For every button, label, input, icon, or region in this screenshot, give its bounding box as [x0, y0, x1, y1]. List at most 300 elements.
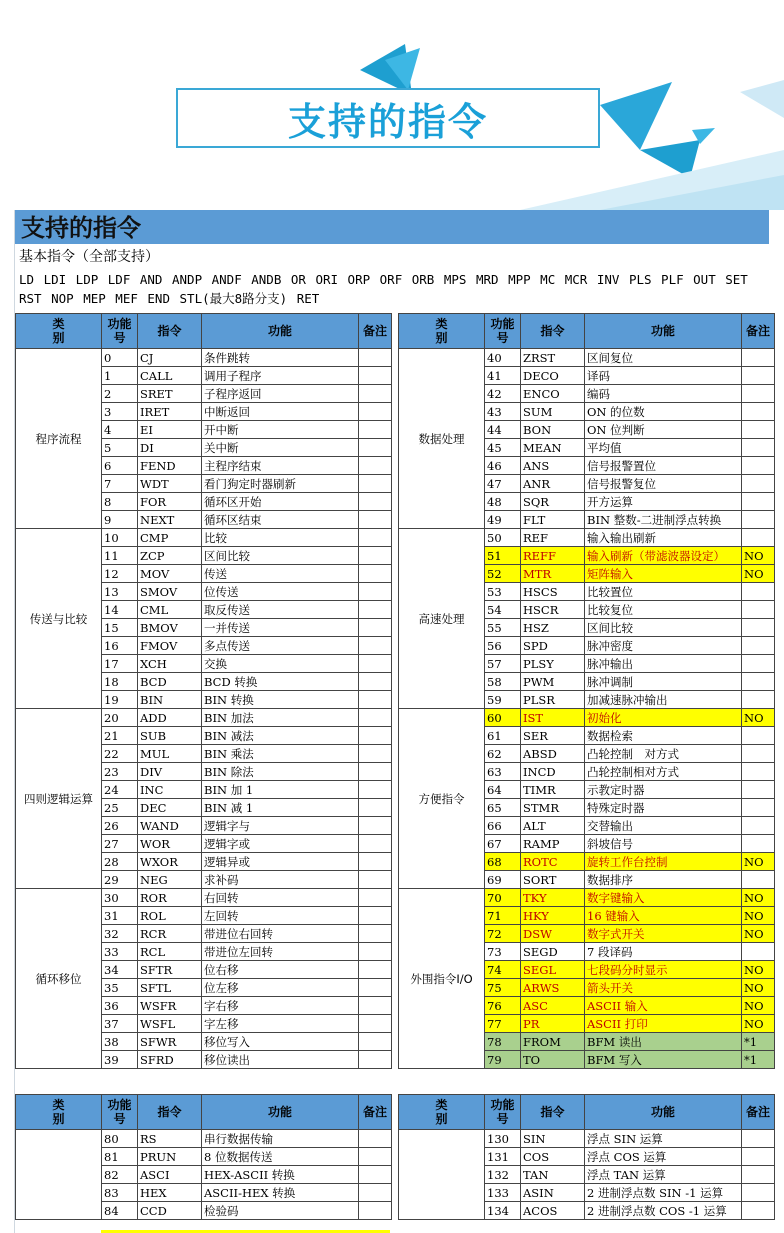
note: [359, 493, 392, 511]
function-description: 条件跳转: [202, 349, 359, 367]
instruction-name: ASIN: [521, 1184, 585, 1202]
instruction-name: HKY: [521, 907, 585, 925]
note: [359, 403, 392, 421]
note: [359, 547, 392, 565]
function-description: ASCII 输入: [585, 997, 742, 1015]
instruction-name: DSW: [521, 925, 585, 943]
table-row: [16, 1130, 392, 1148]
note: [742, 367, 775, 385]
note: [359, 979, 392, 997]
instruction-name: ROR: [138, 889, 202, 907]
function-description: 移位写入: [202, 1033, 359, 1051]
note: [359, 511, 392, 529]
function-number: 82: [102, 1166, 138, 1184]
instruction-name: ARWS: [521, 979, 585, 997]
instruction-name: SFTR: [138, 961, 202, 979]
instruction-name: REFF: [521, 547, 585, 565]
function-number: 15: [102, 619, 138, 637]
function-description: 逻辑字与: [202, 817, 359, 835]
header-cat: 类 别: [399, 1095, 485, 1130]
instruction-name: CML: [138, 601, 202, 619]
function-description: BFM 读出: [585, 1033, 742, 1051]
category-cell: 四则逻辑运算: [16, 709, 102, 889]
table-row: [399, 529, 775, 547]
function-description: 输入刷新（带滤波器设定）: [585, 547, 742, 565]
instruction-name: SFWR: [138, 1033, 202, 1051]
function-number: 42: [485, 385, 521, 403]
function-description: ON 位判断: [585, 421, 742, 439]
note: [742, 421, 775, 439]
instruction-table: [15, 1094, 392, 1220]
table-row: [16, 529, 392, 547]
instruction-name: SER: [521, 727, 585, 745]
function-number: 31: [102, 907, 138, 925]
header-fn: 功能: [585, 1095, 742, 1130]
instruction-name: PR: [521, 1015, 585, 1033]
instruction-table: [15, 313, 392, 1069]
function-number: 76: [485, 997, 521, 1015]
note: [359, 727, 392, 745]
function-description: 7 段译码: [585, 943, 742, 961]
note: [742, 403, 775, 421]
function-number: 71: [485, 907, 521, 925]
function-number: 50: [485, 529, 521, 547]
function-number: 83: [102, 1184, 138, 1202]
function-number: 54: [485, 601, 521, 619]
function-description: 主程序结束: [202, 457, 359, 475]
function-description: 逻辑异或: [202, 853, 359, 871]
header-note: 备注: [742, 314, 775, 349]
function-number: 78: [485, 1033, 521, 1051]
instruction-name: ADD: [138, 709, 202, 727]
function-number: 28: [102, 853, 138, 871]
function-description: 数据排序: [585, 871, 742, 889]
note: [359, 601, 392, 619]
instruction-name: SFTL: [138, 979, 202, 997]
instruction-name: COS: [521, 1148, 585, 1166]
function-number: 24: [102, 781, 138, 799]
instruction-name: SEGD: [521, 943, 585, 961]
function-number: 45: [485, 439, 521, 457]
note: [359, 565, 392, 583]
note: [359, 1130, 392, 1148]
function-number: 22: [102, 745, 138, 763]
note: [742, 691, 775, 709]
function-description: 斜坡信号: [585, 835, 742, 853]
instruction-name: SORT: [521, 871, 585, 889]
function-description: 逻辑字或: [202, 835, 359, 853]
banner: [0, 0, 784, 210]
note: [359, 907, 392, 925]
instruction-name: NEG: [138, 871, 202, 889]
instruction-name: DEC: [138, 799, 202, 817]
note: [742, 745, 775, 763]
function-number: 13: [102, 583, 138, 601]
function-description: 右回转: [202, 889, 359, 907]
function-description: 子程序返回: [202, 385, 359, 403]
function-description: BIN 加法: [202, 709, 359, 727]
function-description: 求补码: [202, 871, 359, 889]
function-number: 25: [102, 799, 138, 817]
note: [359, 421, 392, 439]
header-cat: 类 别: [399, 314, 485, 349]
function-number: 37: [102, 1015, 138, 1033]
note: *1: [742, 1033, 775, 1051]
function-number: 34: [102, 961, 138, 979]
function-number: 30: [102, 889, 138, 907]
category-cell: [399, 1130, 485, 1220]
instruction-name: SRET: [138, 385, 202, 403]
instruction-name: ROL: [138, 907, 202, 925]
note: NO: [742, 565, 775, 583]
instruction-name: TIMR: [521, 781, 585, 799]
instruction-name: TKY: [521, 889, 585, 907]
function-description: BCD 转换: [202, 673, 359, 691]
note: [742, 457, 775, 475]
header-cmd: 指令: [138, 1095, 202, 1130]
note: [359, 799, 392, 817]
function-number: 60: [485, 709, 521, 727]
function-number: 20: [102, 709, 138, 727]
function-number: 52: [485, 565, 521, 583]
note: [359, 529, 392, 547]
function-number: 9: [102, 511, 138, 529]
function-description: 译码: [585, 367, 742, 385]
note: NO: [742, 979, 775, 997]
header-num: 功能 号: [102, 314, 138, 349]
banner-title: 支持的指令: [287, 99, 488, 144]
function-number: 67: [485, 835, 521, 853]
note: [742, 529, 775, 547]
instruction-name: IST: [521, 709, 585, 727]
note: [359, 961, 392, 979]
instruction-name: ZCP: [138, 547, 202, 565]
sheet-subtitle: 基本指令（全部支持）: [19, 249, 159, 265]
function-description: 中断返回: [202, 403, 359, 421]
note: [742, 475, 775, 493]
function-description: 串行数据传输: [202, 1130, 359, 1148]
note: [359, 1051, 392, 1069]
function-number: 36: [102, 997, 138, 1015]
instruction-name: BMOV: [138, 619, 202, 637]
function-number: 39: [102, 1051, 138, 1069]
instruction-name: NEXT: [138, 511, 202, 529]
function-number: 41: [485, 367, 521, 385]
function-description: 循环区结束: [202, 511, 359, 529]
function-number: 0: [102, 349, 138, 367]
note: NO: [742, 709, 775, 727]
function-description: 区间比较: [585, 619, 742, 637]
note: NO: [742, 961, 775, 979]
function-number: 72: [485, 925, 521, 943]
instruction-name: RCL: [138, 943, 202, 961]
instruction-name: RCR: [138, 925, 202, 943]
function-number: 16: [102, 637, 138, 655]
instruction-name: ASC: [521, 997, 585, 1015]
note: [742, 439, 775, 457]
header-cmd: 指令: [521, 1095, 585, 1130]
table-row: [16, 349, 392, 367]
function-description: 脉冲调制: [585, 673, 742, 691]
function-description: 脉冲输出: [585, 655, 742, 673]
instruction-name: FOR: [138, 493, 202, 511]
instruction-name: WOR: [138, 835, 202, 853]
note: [359, 763, 392, 781]
function-number: 64: [485, 781, 521, 799]
function-description: 区间复位: [585, 349, 742, 367]
instruction-name: IRET: [138, 403, 202, 421]
instruction-name: ANR: [521, 475, 585, 493]
function-description: HEX-ASCII 转换: [202, 1166, 359, 1184]
function-description: 数字式开关: [585, 925, 742, 943]
function-number: 33: [102, 943, 138, 961]
function-number: 63: [485, 763, 521, 781]
instruction-name: INC: [138, 781, 202, 799]
instruction-name: EI: [138, 421, 202, 439]
function-number: 3: [102, 403, 138, 421]
function-description: 关中断: [202, 439, 359, 457]
function-number: 17: [102, 655, 138, 673]
function-description: BIN 加 1: [202, 781, 359, 799]
note: [359, 367, 392, 385]
function-description: 区间比较: [202, 547, 359, 565]
function-number: 6: [102, 457, 138, 475]
function-description: 2 进制浮点数 COS -1 运算: [585, 1202, 742, 1220]
instruction-name: STMR: [521, 799, 585, 817]
function-number: 10: [102, 529, 138, 547]
table-row: [16, 709, 392, 727]
note: [742, 1202, 775, 1220]
note: [742, 583, 775, 601]
note: [742, 835, 775, 853]
instruction-name: ANS: [521, 457, 585, 475]
function-number: 47: [485, 475, 521, 493]
function-number: 44: [485, 421, 521, 439]
instruction-name: HSZ: [521, 619, 585, 637]
function-number: 69: [485, 871, 521, 889]
instruction-name: DI: [138, 439, 202, 457]
header-fn: 功能: [585, 314, 742, 349]
note: [742, 385, 775, 403]
function-number: 84: [102, 1202, 138, 1220]
note: NO: [742, 853, 775, 871]
function-description: 箭头开关: [585, 979, 742, 997]
function-number: 61: [485, 727, 521, 745]
function-description: 一并传送: [202, 619, 359, 637]
function-description: 字右移: [202, 997, 359, 1015]
function-number: 73: [485, 943, 521, 961]
note: [742, 493, 775, 511]
instruction-name: SEGL: [521, 961, 585, 979]
instruction-name: MTR: [521, 565, 585, 583]
instruction-name: MOV: [138, 565, 202, 583]
instruction-name: ACOS: [521, 1202, 585, 1220]
instruction-name: WXOR: [138, 853, 202, 871]
instruction-name: MUL: [138, 745, 202, 763]
instruction-name: SMOV: [138, 583, 202, 601]
instruction-name: HSCR: [521, 601, 585, 619]
instruction-name: TAN: [521, 1166, 585, 1184]
note: [359, 817, 392, 835]
function-number: 23: [102, 763, 138, 781]
note: [359, 1033, 392, 1051]
table-row: [16, 889, 392, 907]
note: NO: [742, 925, 775, 943]
category-cell: [16, 1130, 102, 1220]
function-description: 初始化: [585, 709, 742, 727]
instruction-name: BIN: [138, 691, 202, 709]
function-number: 65: [485, 799, 521, 817]
instruction-name: FMOV: [138, 637, 202, 655]
note: [359, 1202, 392, 1220]
note: [359, 637, 392, 655]
sheet-title: 支持的指令: [15, 210, 769, 244]
function-description: 浮点 TAN 运算: [585, 1166, 742, 1184]
note: [742, 349, 775, 367]
function-number: 12: [102, 565, 138, 583]
note: [359, 1166, 392, 1184]
instruction-name: PLSY: [521, 655, 585, 673]
function-number: 49: [485, 511, 521, 529]
instruction-name: RAMP: [521, 835, 585, 853]
note: *1: [742, 1051, 775, 1069]
instruction-name: WSFL: [138, 1015, 202, 1033]
function-description: 位传送: [202, 583, 359, 601]
function-number: 43: [485, 403, 521, 421]
instruction-name: PRUN: [138, 1148, 202, 1166]
banner-title-box: [176, 88, 600, 148]
function-number: 18: [102, 673, 138, 691]
function-number: 38: [102, 1033, 138, 1051]
instruction-name: CJ: [138, 349, 202, 367]
function-number: 132: [485, 1166, 521, 1184]
function-number: 48: [485, 493, 521, 511]
function-description: 开方运算: [585, 493, 742, 511]
function-number: 75: [485, 979, 521, 997]
function-description: 位左移: [202, 979, 359, 997]
note: [742, 763, 775, 781]
function-number: 53: [485, 583, 521, 601]
note: [359, 691, 392, 709]
function-number: 14: [102, 601, 138, 619]
function-description: ASCII-HEX 转换: [202, 1184, 359, 1202]
function-description: 信号报警置位: [585, 457, 742, 475]
function-description: 比较复位: [585, 601, 742, 619]
instruction-name: FEND: [138, 457, 202, 475]
function-description: 信号报警复位: [585, 475, 742, 493]
note: [742, 817, 775, 835]
note: [742, 619, 775, 637]
function-number: 7: [102, 475, 138, 493]
function-description: 检验码: [202, 1202, 359, 1220]
table-row: [399, 349, 775, 367]
note: [359, 1184, 392, 1202]
function-number: 62: [485, 745, 521, 763]
function-number: 56: [485, 637, 521, 655]
instruction-name: SPD: [521, 637, 585, 655]
function-description: 输入输出刷新: [585, 529, 742, 547]
note: [359, 871, 392, 889]
note: [359, 853, 392, 871]
instruction-table: [398, 1094, 775, 1220]
table-row: [399, 1130, 775, 1148]
function-description: 浮点 COS 运算: [585, 1148, 742, 1166]
function-number: 55: [485, 619, 521, 637]
note: [359, 1148, 392, 1166]
note: [742, 727, 775, 745]
instruction-name: MEAN: [521, 439, 585, 457]
function-description: BIN 转换: [202, 691, 359, 709]
category-cell: 循环移位: [16, 889, 102, 1069]
function-number: 130: [485, 1130, 521, 1148]
category-cell: 外围指令I/O: [399, 889, 485, 1069]
note: [359, 1015, 392, 1033]
note: [359, 655, 392, 673]
instruction-name: INCD: [521, 763, 585, 781]
function-description: 比较: [202, 529, 359, 547]
function-description: 凸轮控制 对方式: [585, 745, 742, 763]
function-number: 2: [102, 385, 138, 403]
function-number: 4: [102, 421, 138, 439]
instruction-name: ASCI: [138, 1166, 202, 1184]
function-description: 带进位右回转: [202, 925, 359, 943]
function-number: 29: [102, 871, 138, 889]
function-description: 浮点 SIN 运算: [585, 1130, 742, 1148]
category-cell: 程序流程: [16, 349, 102, 529]
note: [359, 439, 392, 457]
note: [359, 583, 392, 601]
note: NO: [742, 907, 775, 925]
instruction-table: [398, 313, 775, 1069]
function-description: 加减速脉冲输出: [585, 691, 742, 709]
note: NO: [742, 547, 775, 565]
instruction-name: FLT: [521, 511, 585, 529]
function-description: 交替输出: [585, 817, 742, 835]
function-description: 数据检索: [585, 727, 742, 745]
function-description: 传送: [202, 565, 359, 583]
instruction-name: ALT: [521, 817, 585, 835]
table-row: [399, 889, 775, 907]
function-number: 32: [102, 925, 138, 943]
table-row: [399, 709, 775, 727]
function-description: 旋转工作台控制: [585, 853, 742, 871]
note: [742, 1184, 775, 1202]
instruction-name: ABSD: [521, 745, 585, 763]
table-header-row: [399, 314, 775, 349]
function-number: 59: [485, 691, 521, 709]
table-header-row: [399, 1095, 775, 1130]
basic-instruction-list: [19, 270, 769, 308]
function-number: 19: [102, 691, 138, 709]
function-description: 字左移: [202, 1015, 359, 1033]
function-number: 8: [102, 493, 138, 511]
header-cmd: 指令: [521, 314, 585, 349]
note: [359, 385, 392, 403]
note: NO: [742, 1015, 775, 1033]
function-number: 134: [485, 1202, 521, 1220]
function-description: BFM 写入: [585, 1051, 742, 1069]
function-description: 看门狗定时器刷新: [202, 475, 359, 493]
instruction-name: DIV: [138, 763, 202, 781]
function-number: 51: [485, 547, 521, 565]
instruction-name: SUB: [138, 727, 202, 745]
note: [359, 997, 392, 1015]
instruction-name: PWM: [521, 673, 585, 691]
function-description: 比较置位: [585, 583, 742, 601]
function-number: 5: [102, 439, 138, 457]
function-number: 1: [102, 367, 138, 385]
note: [359, 781, 392, 799]
